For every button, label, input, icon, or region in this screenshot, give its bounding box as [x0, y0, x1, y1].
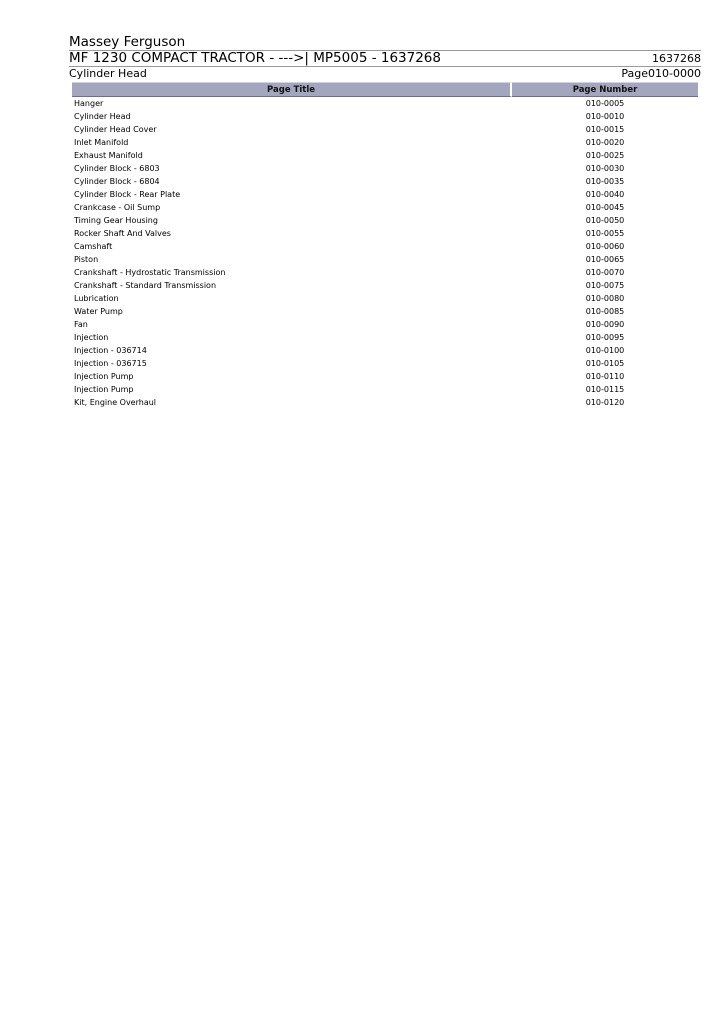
row-page-number: 010-0045 — [585, 203, 625, 212]
table-row[interactable] — [72, 188, 698, 201]
brand-title: Massey Ferguson — [69, 34, 186, 50]
row-page-title: Cylinder Head — [74, 112, 131, 121]
serial-number: 1637268 — [652, 52, 701, 65]
row-page-title: Cylinder Block - Rear Plate — [74, 190, 181, 199]
row-page-number: 010-0075 — [585, 281, 625, 290]
row-page-title: Lubrication — [74, 294, 119, 303]
table-row[interactable] — [72, 201, 698, 214]
table-row[interactable] — [72, 266, 698, 279]
row-page-number: 010-0105 — [585, 359, 625, 368]
row-page-number: 010-0035 — [585, 177, 625, 186]
row-page-title: Cylinder Head Cover — [74, 125, 157, 134]
table-row[interactable] — [72, 383, 698, 396]
table-row[interactable] — [72, 227, 698, 240]
table-row[interactable] — [72, 279, 698, 292]
row-page-title: Injection - 036715 — [74, 359, 147, 368]
model-title: MF 1230 COMPACT TRACTOR - --->| MP5005 - 1637268 — [69, 50, 441, 66]
table-row[interactable] — [72, 97, 698, 110]
row-page-title: Cylinder Block - 6803 — [74, 164, 160, 173]
table-row[interactable] — [72, 318, 698, 331]
table-row[interactable] — [72, 110, 698, 123]
row-page-number: 010-0080 — [585, 294, 625, 303]
table-row[interactable] — [72, 162, 698, 175]
row-page-number: 010-0050 — [585, 216, 625, 225]
table-row[interactable] — [72, 331, 698, 344]
table-row[interactable] — [72, 253, 698, 266]
document-header — [69, 34, 701, 80]
table-row[interactable] — [72, 357, 698, 370]
row-page-number: 010-0020 — [585, 138, 625, 147]
table-row[interactable] — [72, 370, 698, 383]
table-row[interactable] — [72, 214, 698, 227]
row-page-title: Camshaft — [74, 242, 113, 251]
table-row[interactable] — [72, 344, 698, 357]
row-page-number: 010-0120 — [585, 398, 625, 407]
table-row[interactable] — [72, 149, 698, 162]
row-page-title: Exhaust Manifold — [74, 151, 143, 160]
page-reference: Page010-0000 — [621, 67, 701, 80]
row-page-number: 010-0010 — [585, 112, 625, 121]
row-page-title: Rocker Shaft And Valves — [74, 229, 171, 238]
table-row[interactable] — [72, 240, 698, 253]
table-body — [72, 97, 698, 409]
row-page-title: Cylinder Block - 6804 — [74, 177, 160, 186]
section-title: Cylinder Head — [69, 67, 147, 80]
row-page-number: 010-0060 — [585, 242, 625, 251]
row-page-number: 010-0030 — [585, 164, 625, 173]
row-page-number: 010-0115 — [585, 385, 625, 394]
row-page-number: 010-0025 — [585, 151, 625, 160]
table-row[interactable] — [72, 136, 698, 149]
table-row[interactable] — [72, 123, 698, 136]
row-page-title: Crankcase - Oil Sump — [74, 203, 161, 212]
table-row[interactable] — [72, 305, 698, 318]
row-page-title: Injection Pump — [74, 372, 134, 381]
row-page-number: 010-0100 — [585, 346, 625, 355]
page-index-table — [72, 82, 698, 409]
column-header-page-number: Page Number — [512, 82, 698, 97]
row-page-number: 010-0015 — [585, 125, 625, 134]
row-page-number: 010-0005 — [585, 99, 625, 108]
row-page-title: Fan — [74, 320, 88, 329]
model-line — [69, 50, 701, 67]
row-page-number: 010-0070 — [585, 268, 625, 277]
table-row[interactable] — [72, 175, 698, 188]
row-page-title: Piston — [74, 255, 99, 264]
row-page-title: Inlet Manifold — [74, 138, 129, 147]
row-page-number: 010-0110 — [585, 372, 625, 381]
row-page-number: 010-0065 — [585, 255, 625, 264]
table-row[interactable] — [72, 396, 698, 409]
row-page-number: 010-0095 — [585, 333, 625, 342]
row-page-title: Timing Gear Housing — [74, 216, 158, 225]
row-page-number: 010-0040 — [585, 190, 625, 199]
row-page-number: 010-0085 — [585, 307, 625, 316]
row-page-title: Crankshaft - Standard Transmission — [74, 281, 217, 290]
section-line — [69, 67, 701, 80]
row-page-title: Kit, Engine Overhaul — [74, 398, 157, 407]
row-page-title: Injection Pump — [74, 385, 134, 394]
table-header-row — [72, 82, 698, 97]
row-page-title: Injection - 036714 — [74, 346, 147, 355]
row-page-title: Water Pump — [74, 307, 123, 316]
table-row[interactable] — [72, 292, 698, 305]
row-page-title: Crankshaft - Hydrostatic Transmission — [74, 268, 226, 277]
row-page-title: Hanger — [74, 99, 104, 108]
column-header-page-title: Page Title — [72, 82, 512, 97]
row-page-title: Injection — [74, 333, 109, 342]
row-page-number: 010-0090 — [585, 320, 625, 329]
row-page-number: 010-0055 — [585, 229, 625, 238]
